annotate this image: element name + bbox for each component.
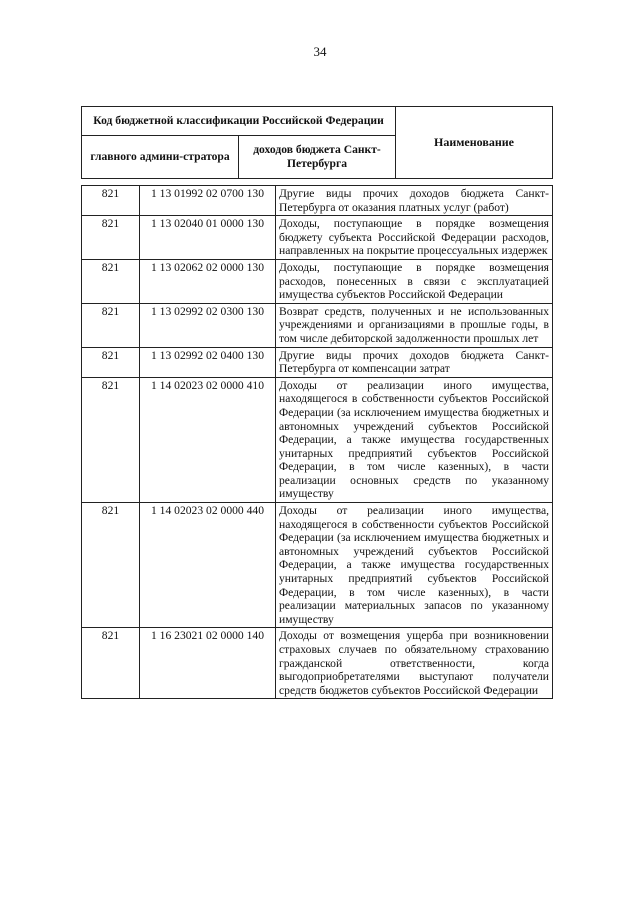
name-cell: Доходы от реализации иного имущества, находящегося в собственности субъектов Российской Федерации (за исключением имущества бюджетных и автономных учреждений субъектов Российской Федерации, а также имущества государственных унитарных предприятий субъектов Российской Федерации, в том числе казенных), в части реализации основных средств по указанному имуществу <box>276 377 553 502</box>
table-row <box>82 259 553 303</box>
admin-code-cell: 821 <box>82 377 140 502</box>
admin-code-cell: 821 <box>82 503 140 628</box>
admin-code-cell: 821 <box>82 628 140 699</box>
table-row <box>82 503 553 628</box>
income-code-cell: 1 16 23021 02 0000 140 <box>140 628 276 699</box>
table-row <box>82 628 553 699</box>
income-code-cell: 1 13 02062 02 0000 130 <box>140 259 276 303</box>
income-code-cell: 1 13 02040 01 0000 130 <box>140 216 276 260</box>
income-code-cell: 1 13 02992 02 0400 130 <box>140 347 276 377</box>
admin-code-cell: 821 <box>82 186 140 216</box>
admin-code-cell: 821 <box>82 347 140 377</box>
admin-code-cell: 821 <box>82 259 140 303</box>
table-header <box>81 106 553 179</box>
income-code-cell: 1 14 02023 02 0000 410 <box>140 377 276 502</box>
header-admin: главного админи-стратора <box>82 136 239 179</box>
table-row <box>82 216 553 260</box>
table-row <box>82 303 553 347</box>
admin-code-cell: 821 <box>82 303 140 347</box>
name-cell: Доходы, поступающие в порядке возмещения расходов, понесенных в связи с эксплуатацией имущества субъектов Российской Федерации <box>276 259 553 303</box>
income-code-cell: 1 13 01992 02 0700 130 <box>140 186 276 216</box>
data-table <box>81 185 553 699</box>
name-cell: Возврат средств, полученных и не использованных учреждениями и организациями в прошлые годы, в том числе дебиторской задолженности прошлых лет <box>276 303 553 347</box>
table-row <box>82 377 553 502</box>
name-cell: Доходы от реализации иного имущества, находящегося в собственности субъектов Российской Федерации (за исключением имущества бюджетных и автономных учреждений субъектов Российской Федерации, а также имущества государственных унитарных предприятий субъектов Российской Федерации, в том числе казенных), в части реализации материальных запасов по указанному имуществу <box>276 503 553 628</box>
income-code-cell: 1 14 02023 02 0000 440 <box>140 503 276 628</box>
income-code-cell: 1 13 02992 02 0300 130 <box>140 303 276 347</box>
table-row <box>82 186 553 216</box>
page-number: 34 <box>313 44 327 59</box>
header-income: доходов бюджета Санкт-Петербурга <box>239 136 396 179</box>
name-cell: Доходы от возмещения ущерба при возникновении страховых случаев по обязательному страхованию гражданской ответственности, когда выгодоприобретателями выступают получатели средств бюджетов субъектов Российской Федерации <box>276 628 553 699</box>
admin-code-cell: 821 <box>82 216 140 260</box>
header-group-title: Код бюджетной классификации Российской Федерации <box>82 107 396 136</box>
name-cell: Доходы, поступающие в порядке возмещения бюджету субъекта Российской Федерации расходов, направленных на покрытие процессуальных издержек <box>276 216 553 260</box>
header-name: Наименование <box>396 107 553 179</box>
name-cell: Другие виды прочих доходов бюджета Санкт-Петербурга от оказания платных услуг (работ) <box>276 186 553 216</box>
table-row <box>82 347 553 377</box>
name-cell: Другие виды прочих доходов бюджета Санкт-Петербурга от компенсации затрат <box>276 347 553 377</box>
